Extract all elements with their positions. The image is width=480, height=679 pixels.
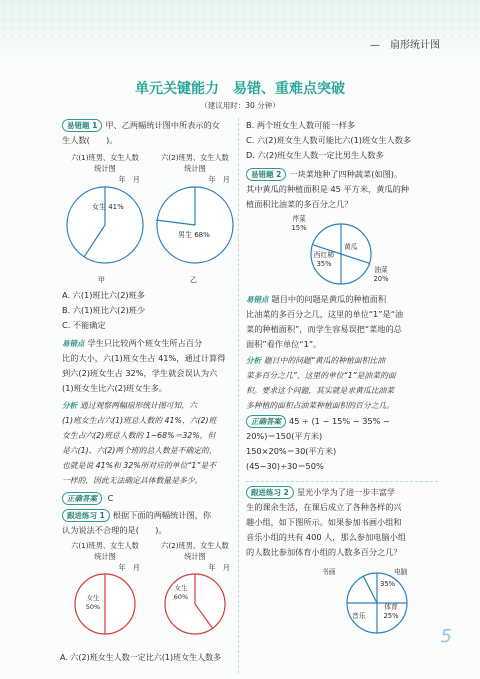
q1-error-note: 易错点 学生只比较两个班女生所占百分 比的大小，六(1)班女生占 41%，通过计算得 到六(2)班女生占 32%，学生就会误认为六 (1)班女生比六(2)班女生多。 — [62, 338, 226, 393]
q1-option-a[interactable]: A. 六(1)班比六(2)班多 — [62, 290, 145, 300]
q1-chart-b-title: 六(2)班男、女生人数 统计图 年 月 — [161, 153, 230, 184]
q1-analysis: 分析 通过观察两幅扇形统计图可知，六 (1)班女生占六(1)班总人数的 41%，六(2)班 女生占六(2)班总人数的 1−68%＝32%，但 是六(1)、六(2)两个班的总人数是不确定的， 也就是说 41%和 32%所对应的单位“1”是不 一样的，因此无法确定具体数量是多少。 — [62, 398, 236, 488]
p1-option-d[interactable]: D. 六(2)班女生人数一定比男生人数多 — [246, 150, 384, 160]
q1-error-tag: 易错点 — [62, 339, 85, 348]
p1-option-c[interactable]: C. 六(2)班女生人数可能比六(1)班女生人数多 — [246, 135, 412, 145]
p2-pie-label-yinyue: 音乐 — [352, 612, 366, 620]
q2-answer: 正确答案 45 ÷ (1 − 15% − 35% − 20%)＝150(平方米) 150×20%＝30(平方米) (45−30)÷30＝50% — [246, 416, 390, 471]
q2-analysis-tag: 分析 — [246, 356, 261, 365]
q1-option-c[interactable]: C. 不能确定 — [62, 320, 106, 330]
p1-option-a[interactable]: A. 六(2)班女生人数一定比六(1)班女生人数多 — [60, 653, 222, 662]
q1-answer-tag: 正确答案 — [62, 492, 102, 505]
q2-separator — [246, 481, 438, 482]
q1-pie-b — [154, 184, 236, 266]
p1-chart-a-title: 六(1)班男、女生人数 统计图 年 月 — [71, 541, 140, 572]
q1-analysis-tag: 分析 — [62, 401, 77, 410]
q1-option-b[interactable]: B. 六(1)班比六(2)班少 — [62, 305, 146, 315]
q2-analysis: 分析 题目中的问题“黄瓜的种植面积比油 菜多百分之几”，这里的单位“1”是油菜的面 积。要求这个问题，其实就是求黄瓜比油菜 多种植的面积占油菜种植面积的百分之几。 — [246, 353, 438, 413]
page-subtitle: （建议用时：30 分钟） — [200, 101, 280, 110]
p2-pie-label-diannao-pct: 35% — [380, 580, 396, 588]
p1-pie-b — [162, 571, 228, 637]
p2-pie-label-shuhua: 书画 — [322, 568, 336, 576]
q1-answer — [62, 491, 113, 506]
p1-tag: 跟进练习 1 — [62, 509, 110, 522]
header-dots — [0, 0, 480, 40]
p2-tag: 跟进练习 2 — [246, 486, 294, 499]
q2-pie-label-cucumber: 黄瓜 — [344, 243, 358, 251]
p1-chart-b-title: 六(2)班男、女生人数 统计图 年 月 — [161, 541, 230, 572]
q1-pie-a-label: 女生 41% — [92, 203, 124, 211]
p1-pie-a-label: 女生 50% — [85, 594, 101, 611]
p1-option-b[interactable]: B. 两个班女生人数可能一样多 — [246, 120, 356, 130]
p2-pie-label-tiyu: 体育 25% — [383, 603, 399, 620]
q1-chart-b-name: 乙 — [190, 276, 197, 284]
section-title: — 扇形统计图 — [370, 40, 440, 51]
q2-error-tag: 易错点 — [246, 295, 269, 304]
q1-stem: 易错题 1 甲、乙两幅统计图中所表示的女 生人数( )。 — [62, 120, 220, 145]
p2-pie-label-diannao: 电脑 — [394, 568, 408, 576]
q1-tag: 易错题 1 — [62, 119, 102, 132]
q2-tag: 易错题 2 — [246, 168, 286, 181]
q2-pie-label-tomato: 西红柿 35% — [313, 251, 335, 268]
p1-options-cont — [246, 118, 436, 163]
q1-chart-a-name: 甲 — [98, 276, 105, 284]
q1-options — [62, 288, 234, 333]
q2-stem: 易错题 2 一块菜地种了四种蔬菜(如图)。 其中黄瓜的种植面积是 45 平方米，黄瓜的种 植面积比油菜的多百分之几？ — [246, 169, 409, 209]
q1-pie-b-label: 男生 68% — [178, 231, 210, 239]
p1-pie-b-label: 女生 60% — [173, 584, 189, 601]
q2-pie-label-cabbage: 芹菜 15% — [291, 215, 307, 232]
p2-stem: 跟进练习 2 星光小学为了进一步丰富学 生的课余生活，在课后成立了各种各样的兴 趣小组，如下图所示。如果参加书画小组和 音乐小组的共有 400 人，那么参加电脑小组 的人数比参加体育小组的人数多百分之几？ — [246, 487, 407, 557]
q2-pie-label-rape: 油菜 20% — [373, 266, 389, 283]
page-number: 5 — [440, 626, 452, 647]
q1-answer-value: C — [107, 493, 114, 503]
q2-error-note: 易错点 题目中的问题是黄瓜的种植面积 比油菜的多百分之几，这里的单位“1”是“油 菜的种植面积”，而学生容易误把“菜地的总 面积”看作单位“1”。 — [246, 294, 404, 349]
p1-stem: 跟进练习 1 根据下面的两幅统计图，你 认为说法不合理的是( )。 — [62, 510, 212, 535]
page-title: 单元关键能力 易错、重难点突破 — [135, 81, 345, 97]
column-divider — [238, 118, 239, 673]
q1-chart-a-title: 六(1)班男、女生人数 统计图 年 月 — [71, 153, 140, 184]
q1-pie-a — [64, 184, 146, 266]
q2-answer-tag: 正确答案 — [246, 415, 286, 428]
